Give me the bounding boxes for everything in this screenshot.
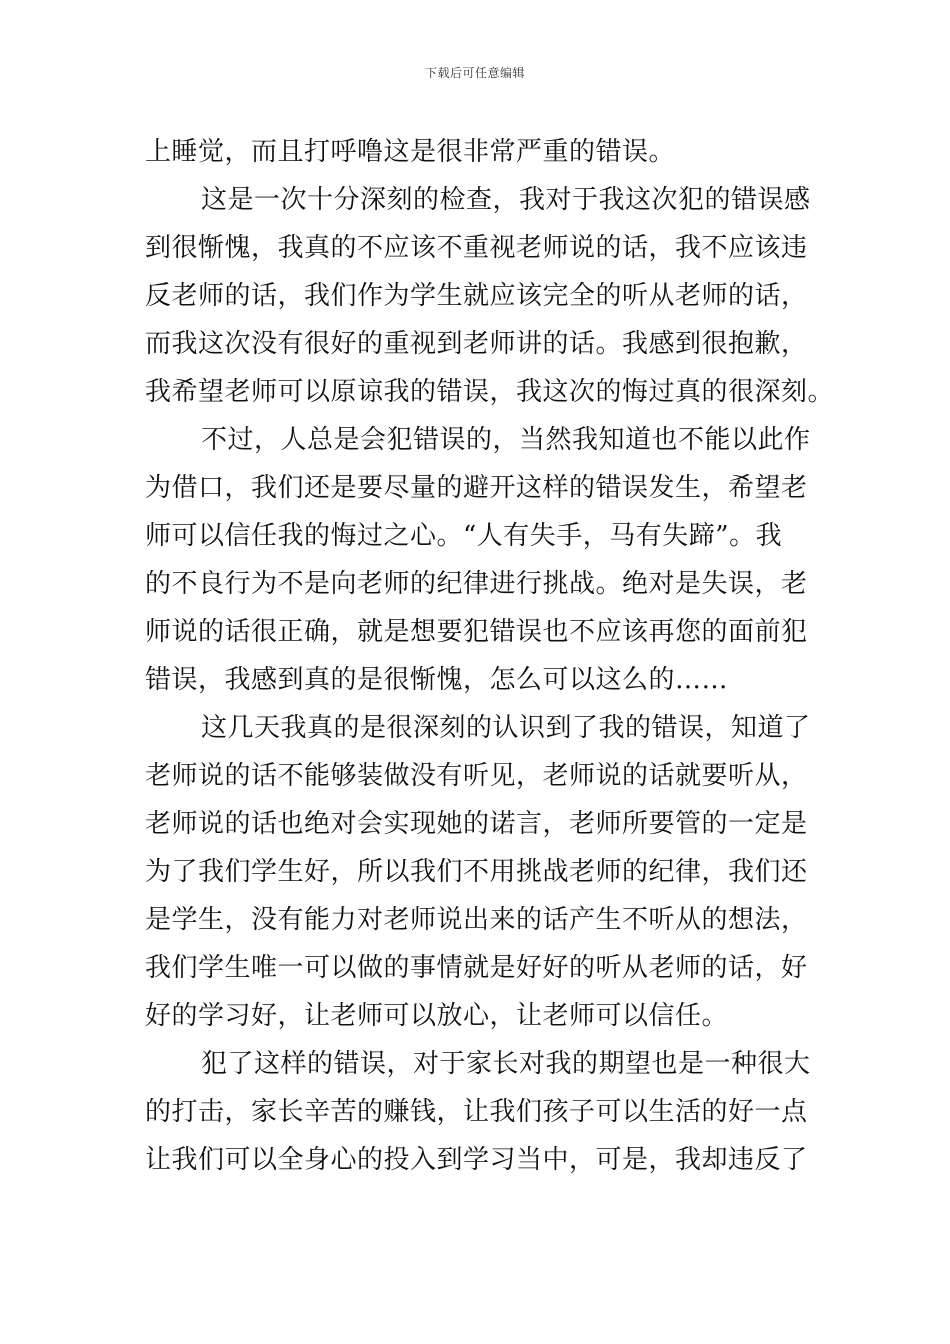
text-line: 到很惭愧，我真的不应该不重视老师说的话，我不应该违	[145, 233, 808, 263]
text-line: 错误，我感到真的是很惭愧，怎么可以这么的……	[145, 665, 729, 695]
text-line: 师说的话很正确，就是想要犯错误也不应该再您的面前犯	[145, 617, 808, 647]
page-header: 下载后可任意编辑	[424, 66, 525, 80]
document-body	[145, 128, 835, 1184]
text-line: 师可以信任我的悔过之心。“人有失手，马有失蹄”。我	[145, 521, 783, 551]
text-line: 老师说的话也绝对会实现她的诺言，老师所要管的一定是	[145, 809, 808, 839]
text-line: 老师说的话不能够装做没有听见，老师说的话就要听从，	[145, 761, 808, 791]
text-line: 这几天我真的是很深刻的认识到了我的错误，知道了	[201, 713, 811, 743]
text-line: 上睡觉，而且打呼噜这是很非常严重的错误。	[145, 137, 676, 167]
text-line: 为了我们学生好，所以我们不用挑战老师的纪律，我们还	[145, 857, 808, 887]
text-line: 是学生，没有能力对老师说出来的话产生不听从的想法，	[145, 905, 808, 935]
text-line: 这是一次十分深刻的检查，我对于我这次犯的错误感	[201, 185, 811, 215]
text-line: 反老师的话，我们作为学生就应该完全的听从老师的话，	[145, 281, 808, 311]
text-line: 不过，人总是会犯错误的，当然我知道也不能以此作	[201, 425, 811, 455]
text-line: 的打击，家长辛苦的赚钱，让我们孩子可以生活的好一点	[145, 1097, 808, 1127]
text-line: 我们学生唯一可以做的事情就是好好的听从老师的话，好	[145, 953, 808, 983]
text-line: 犯了这样的错误，对于家长对我的期望也是一种很大	[201, 1049, 811, 1079]
text-line: 为借口，我们还是要尽量的避开这样的错误发生，希望老	[145, 473, 808, 503]
text-line: 我希望老师可以原谅我的错误，我这次的悔过真的很深刻。	[145, 377, 835, 407]
text-line: 让我们可以全身心的投入到学习当中，可是，我却违反了	[145, 1145, 808, 1175]
text-line: 好的学习好，让老师可以放心，让老师可以信任。	[145, 1001, 729, 1031]
text-line: 而我这次没有很好的重视到老师讲的话。我感到很抱歉，	[145, 329, 808, 359]
text-line: 的不良行为不是向老师的纪律进行挑战。绝对是失误，老	[145, 569, 808, 599]
